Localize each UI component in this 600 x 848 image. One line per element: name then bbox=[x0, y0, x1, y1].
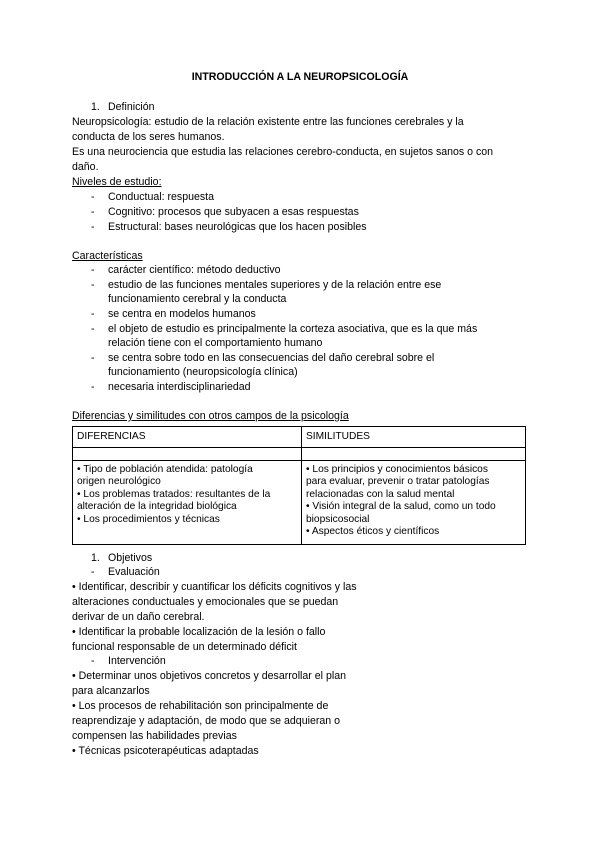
level-item: Estructural: bases neurológicas que los hacen posibles bbox=[108, 221, 367, 233]
characteristic-item-cont: relación tiene con el comportamiento humano bbox=[108, 337, 323, 349]
section-heading-definicion: Definición bbox=[108, 101, 155, 113]
difference-line: origen neurológico bbox=[77, 476, 161, 488]
column-header-differences: DIFERENCIAS bbox=[73, 427, 302, 448]
intervention-line: • Los procesos de rehabilitación son principalmente de bbox=[72, 700, 329, 712]
characteristic-item: carácter científico: método deductivo bbox=[108, 264, 281, 276]
definition-text: conducta de los seres humanos. bbox=[72, 131, 225, 143]
similarities-cell bbox=[302, 461, 526, 545]
column-header-similarities: SIMILITUDES bbox=[302, 427, 526, 448]
intervention-line: para alcanzarlos bbox=[72, 685, 150, 697]
difference-line: • Tipo de población atendida: patología bbox=[77, 464, 253, 475]
list-dash: - bbox=[91, 206, 95, 218]
characteristic-item: el objeto de estudio es principalmente la corteza asociativa, que es la que más bbox=[108, 323, 478, 335]
document-title: INTRODUCCIÓN A LA NEUROPSICOLOGÍA bbox=[191, 71, 409, 83]
similarity-line: • Visión integral de la salud, como un todo bbox=[306, 501, 496, 513]
characteristic-item: estudio de las funciones mentales superiores y de la relación entre ese bbox=[108, 279, 442, 291]
section-heading-objetivos: Objetivos bbox=[108, 552, 153, 564]
intervention-line: • Determinar unos objetivos concretos y desarrollar el plan bbox=[72, 670, 346, 682]
characteristic-item: se centra en modelos humanos bbox=[108, 308, 256, 320]
section-number: 1. bbox=[91, 552, 100, 564]
intervention-heading: Intervención bbox=[108, 655, 166, 667]
similarity-line: biopsicosocial bbox=[306, 513, 370, 525]
characteristics-heading: Características bbox=[72, 250, 143, 262]
intervention-line: • Técnicas psicoterapéuticas adaptadas bbox=[72, 745, 259, 757]
levels-heading: Niveles de estudio: bbox=[72, 176, 162, 188]
definition-text: Es una neurociencia que estudia las relaciones cerebro-conducta, en sujetos sanos o con bbox=[72, 146, 494, 158]
list-dash: - bbox=[91, 566, 95, 578]
list-dash: - bbox=[91, 655, 95, 667]
similarity-line: • Los principios y conocimientos básicos bbox=[306, 464, 488, 475]
difference-line: alteración de la integridad biológica bbox=[77, 501, 237, 513]
table-header-row bbox=[73, 427, 526, 448]
evaluation-heading: Evaluación bbox=[108, 566, 160, 578]
similarity-line: relacionadas con la salud mental bbox=[306, 488, 455, 500]
evaluation-line: funcional responsable de un determinado déficit bbox=[72, 641, 297, 653]
intervention-line: compensen las habilidades previas bbox=[72, 730, 237, 742]
list-dash: - bbox=[91, 279, 95, 291]
similarity-line: • Aspectos éticos y científicos bbox=[306, 526, 440, 538]
characteristic-item-cont: funcionamiento (neuropsicología clínica) bbox=[108, 366, 298, 378]
level-item: Conductual: respuesta bbox=[108, 191, 215, 203]
definition-text: daño. bbox=[72, 161, 99, 173]
difference-line: • Los procedimientos y técnicas bbox=[77, 513, 220, 525]
characteristic-item-cont: funcionamiento cerebral y la conducta bbox=[108, 293, 287, 305]
evaluation-line: derivar de un daño cerebral. bbox=[72, 611, 205, 623]
characteristic-item: necesaria interdisciplinariedad bbox=[108, 381, 251, 393]
evaluation-line: • Identificar la probable localización de la lesión o fallo bbox=[72, 626, 326, 638]
list-dash: - bbox=[91, 264, 95, 276]
intervention-line: reaprendizaje y adaptación, de modo que se adquieran o bbox=[72, 715, 340, 727]
list-dash: - bbox=[91, 191, 95, 203]
list-dash: - bbox=[91, 381, 95, 393]
list-dash: - bbox=[91, 323, 95, 335]
characteristic-item: se centra sobre todo en las consecuencias del daño cerebral sobre el bbox=[108, 352, 435, 364]
evaluation-line: • Identificar, describir y cuantificar los déficits cognitivos y las bbox=[72, 581, 357, 593]
list-dash: - bbox=[91, 221, 95, 233]
differences-cell bbox=[73, 461, 302, 545]
comparison-heading: Diferencias y similitudes con otros campos de la psicología bbox=[72, 410, 349, 422]
similarity-line: para evaluar, prevenir o tratar patologías bbox=[306, 476, 490, 488]
difference-line: • Los problemas tratados: resultantes de la bbox=[77, 488, 271, 500]
list-dash: - bbox=[91, 308, 95, 320]
evaluation-line: alteraciones conductuales y emocionales que se puedan bbox=[72, 596, 339, 608]
comparison-table bbox=[72, 426, 526, 545]
level-item: Cognitivo: procesos que subyacen a esas respuestas bbox=[108, 206, 359, 218]
table-spacer-row bbox=[73, 448, 526, 461]
table-row bbox=[73, 461, 526, 545]
section-number: 1. bbox=[91, 101, 100, 113]
list-dash: - bbox=[91, 352, 95, 364]
definition-text: Neuropsicología: estudio de la relación existente entre las funciones cerebrales y la bbox=[72, 116, 464, 128]
